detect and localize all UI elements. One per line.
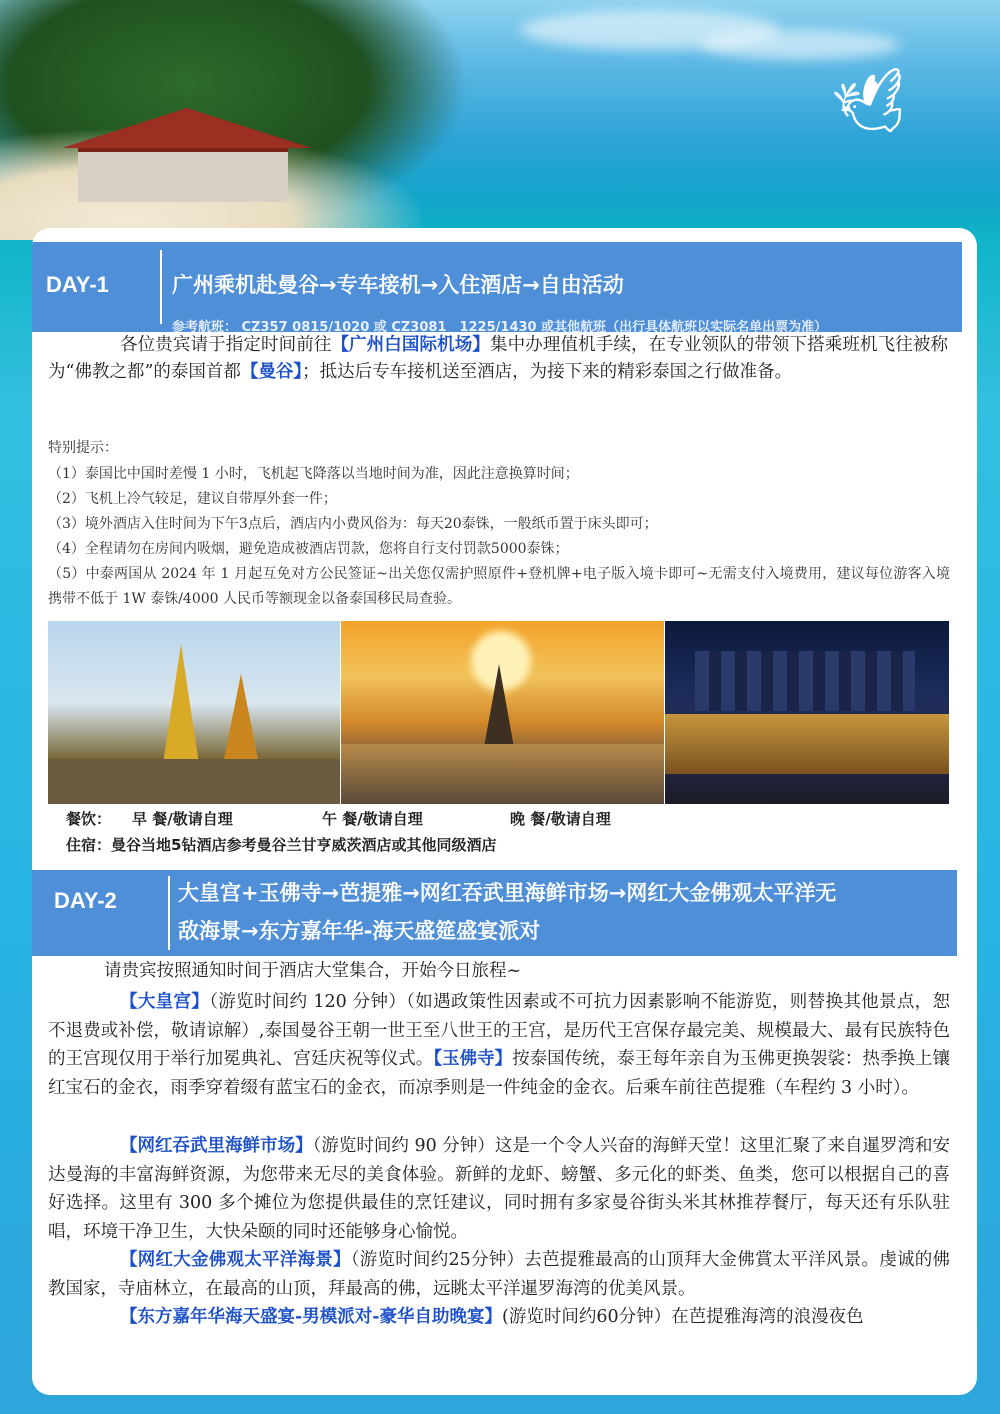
day2-title-line1: 大皇宫+玉佛寺→芭提雅→网红吞武里海鲜市场→网红大金佛观太平洋无 bbox=[178, 881, 837, 905]
hut bbox=[78, 148, 288, 202]
day2-title-line2: 敌海景→东方嘉年华-海天盛筵盛宴派对 bbox=[178, 919, 541, 943]
temple-spire bbox=[223, 674, 259, 764]
breakfast: 早 餐/敬请自理 bbox=[132, 810, 233, 828]
tip-4: （4）全程请勿在房间内吸烟，避免造成被酒店罚款，您将自行支付罚款5000泰铢； bbox=[48, 541, 569, 557]
tip-2: （2）飞机上冷气较足，建议自带厚外套一件； bbox=[48, 491, 337, 507]
hut-roof bbox=[62, 108, 312, 148]
day1-flight: 参考航班： CZ357 0815/1020 或 CZ3081 1225/1430 或其他航班（出行具体航班以实际名单出票为准） bbox=[172, 320, 828, 335]
tip-3: （3）境外酒店入住时间为下午3点后，酒店内小费风俗为：每天20泰铢，一般纸币置于床头即可； bbox=[48, 516, 658, 532]
day1-label: DAY-1 bbox=[46, 272, 109, 297]
lit-temple bbox=[665, 714, 949, 774]
meals-label: 餐饮： bbox=[66, 810, 112, 828]
photo-bangkok-night bbox=[665, 621, 949, 804]
day2-p1: 请贵宾按照通知时间于酒店大堂集合，开始今日旅程~ bbox=[104, 961, 522, 981]
day2-p3: 【网红吞武里海鲜市场】（游览时间约 90 分钟）这是一个令人兴奋的海鲜天堂！这里汇聚了来自暹罗湾和安达曼海的丰富海鲜资源，为您带来无尽的美食体验。新鲜的龙虾、螃蟹、多元化的虾类、鱼类，您可以根据自己的喜好选择。这里有 300 多个摊位为您提供最佳的烹饪建议，同时拥有多家曼谷街头米其林推荐餐厅，每天还有乐队驻唱，环境干净卫生，大快朵颐的同时还能够身心愉悦。 bbox=[48, 1136, 950, 1242]
day1-title: 广州乘机赴曼谷→专车接机→入住酒店→自由活动 bbox=[172, 273, 624, 297]
divider bbox=[160, 250, 162, 324]
tips-title: 特别提示： bbox=[48, 440, 118, 456]
hotel: 住宿：曼谷当地5钻酒店参考曼谷兰甘亨威茨酒店或其他同级酒店 bbox=[66, 836, 497, 854]
river bbox=[341, 744, 664, 804]
courtyard bbox=[48, 759, 340, 804]
seagull-icon: 🕊 bbox=[827, 62, 920, 150]
day2-p5: 【东方嘉年华海天盛宴-男模派对-豪华自助晚宴】(游览时间约60分钟）在芭提雅海湾的浪漫夜色 bbox=[120, 1307, 864, 1327]
dinner: 晚 餐/敬请自理 bbox=[510, 810, 611, 828]
lunch: 午 餐/敬请自理 bbox=[322, 810, 423, 828]
skyline bbox=[695, 651, 915, 711]
golden-stupa bbox=[163, 644, 199, 764]
day2-p4: 【网红大金佛观太平洋海景】（游览时间约25分钟）去芭提雅最高的山顶拜大金佛賞太平洋风景。虔诚的佛教国家，寺庙林立，在最高的山顶，拜最高的佛，远眺太平洋暹罗海湾的优美风景。 bbox=[48, 1250, 951, 1299]
tip-1: （1）泰国比中国时差慢 1 小时，飞机起飞降落以当地时间为准，因此注意换算时间； bbox=[48, 466, 579, 482]
divider bbox=[168, 876, 170, 950]
cloud bbox=[700, 30, 900, 60]
itinerary-card bbox=[32, 228, 977, 1395]
day1-intro: 各位贵宾请于指定时间前往【广州白国际机场】集中办理值机手续，在专业领队的带领下搭乘班机飞往被称为“佛教之都”的泰国首都【曼谷】；抵达后专车接机送至酒店，为接下来的精彩泰国之行做准备。 bbox=[48, 335, 949, 382]
tip-5: （5）中泰两国从 2024 年 1 月起互免对方公民签证~出关您仅需护照原件+登机牌+电子版入境卡即可~无需支付入境费用，建议每位游客入境携带不低于 1W 泰铢/4000 人民币等额现金以备泰国移民局查验。 bbox=[48, 566, 950, 607]
photo-wat-arun-sunset bbox=[341, 621, 664, 804]
day2-label: DAY-2 bbox=[54, 888, 117, 913]
day2-p2: 【大皇宫】（游览时间约 120 分钟）（如遇政策性因素或不可抗力因素影响不能游览，则替换其他景点，恕不退费或补偿，敬请谅解）,泰国曼谷王朝一世王至八世王的王宫，是历代王宫保存最完美、规模最大、最有民族特色的王宫现仅用于举行加冕典礼、宫廷庆祝等仪式。【玉佛寺】按泰国传统，泰王每年亲自为玉佛更换袈裟：热季换上镶红宝石的金衣，雨季穿着缀有蓝宝石的金衣，而凉季则是一件纯金的金衣。后乘车前往芭提雅（车程约 3 小时）。 bbox=[48, 992, 951, 1098]
day1-header bbox=[32, 242, 962, 335]
photo-grand-palace bbox=[48, 621, 340, 804]
day2-header bbox=[32, 870, 957, 956]
